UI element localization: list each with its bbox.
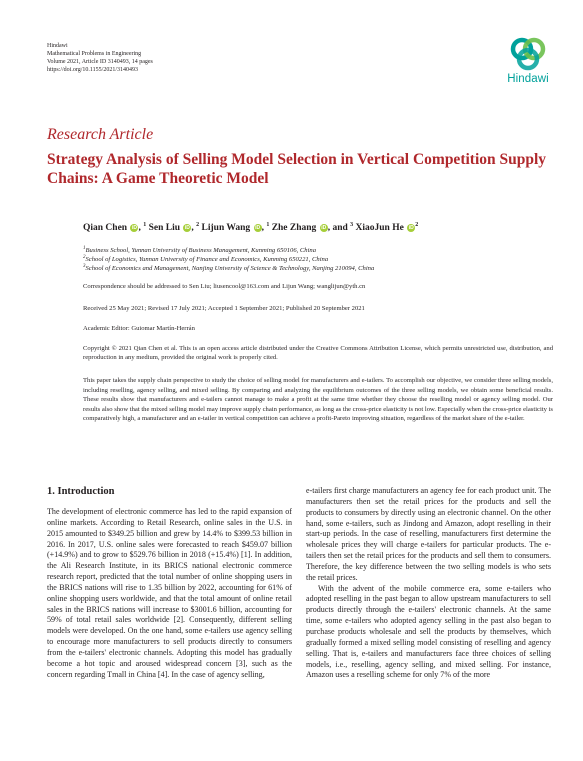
paper-title: Strategy Analysis of Selling Model Selection in Vertical Competition Supply Chains: A Game Theoretic Model bbox=[47, 151, 547, 187]
author-name[interactable]: XiaoJun He bbox=[355, 223, 404, 234]
author-affiliation-marker: 2 bbox=[196, 222, 200, 228]
orcid-icon[interactable]: iD bbox=[321, 225, 327, 232]
section-heading bbox=[47, 486, 115, 497]
academic-editor: Academic Editor: Guiomar Martín-Herrán bbox=[83, 325, 195, 332]
article-type: Research Article bbox=[47, 126, 154, 143]
affiliation bbox=[83, 262, 374, 273]
publisher-name: Hindawi bbox=[47, 43, 68, 49]
author-affiliation-marker: 2 bbox=[415, 222, 419, 228]
author-name[interactable]: Sen Liu bbox=[148, 223, 181, 234]
author-separator: , bbox=[191, 223, 197, 234]
right-column bbox=[306, 486, 551, 681]
correspondence: Correspondence should be addressed to Sen Liu; liusencool@163.com and Lijun Wang; wanglijun@yth.cn bbox=[83, 283, 366, 290]
author-separator: , bbox=[138, 223, 144, 234]
section-number: 1. bbox=[47, 486, 55, 497]
logo-wordmark: Hindawi bbox=[507, 73, 549, 85]
author-list bbox=[83, 222, 418, 233]
author-affiliation-marker: 1 bbox=[266, 222, 270, 228]
author-affiliation-marker: 1 bbox=[143, 222, 147, 228]
affiliation-text: School of Logistics, Yunnan University of Finance and Economics, Kunming 650221, China bbox=[85, 256, 329, 264]
journal-meta bbox=[47, 42, 153, 74]
orcid-icon[interactable]: iD bbox=[255, 225, 261, 232]
author-name[interactable]: Zhe Zhang bbox=[271, 223, 317, 234]
body-paragraph: The development of electronic commerce has led to the rapid expansion of online markets. According to Retail Research, online sales in the U.S. in 2015 amounted to $349.25 billion and grew by 14.4% to $399.53 billion in 2016. In 2017, U.S. online sales were forecasted to reach $459.07 billion (+14.9%) and to grow to $529.76 billion in 2018 (+15.4%) [1]. In addition, the Ali Research Institute, in its BRICS national electronic commerce research report, predicted that the total number of online shopping users in the BRICS nations will rise to 1.35 billion by 2022, accounting for 61% of online shopping users worldwide, and that the total amount of online retail sales in the BRICS nations will increase to $3001.6 billion, accounting for 59% of total retail sales worldwide [2]. Consequently, different selling models were developed. On the one hand, some e-tailers use agency selling to encourage more manufacturers to sell products directly to consumers from the e-tailers' electronic channels. Adopting this model has gradually become a hot topic and aroused widespread concern [3], such as the concern regarding Tmall in China [4]. In the case of agency selling, bbox=[47, 507, 292, 679]
section-title: Introduction bbox=[57, 486, 115, 497]
abstract: This paper takes the supply chain perspective to study the choice of selling model for manufacturers and e-tailers. To accomplish our objective, we consider three selling models, including reselling, agency selling, and mixed selling. By comparing and analyzing the equilibrium outcomes of the three selling models, we obtain some beneficial results. These results show that manufacturers and e-tailers cannot manage to make a profit at the same time whether they choose the reselling model or agency selling model. Our results also show that the mixed selling model may improve supply chain performance, as long as the cross-price elasticity is not low. Especially when the cross-price elasticity is comparatively high, a manufacturer and an e-tailer in vertical competition can achieve a profit-Pareto improving situation, regardless of the market share of the e-tailer. bbox=[83, 377, 553, 423]
hindawi-logo-icon bbox=[509, 36, 547, 72]
affiliation-number: 2 bbox=[83, 255, 86, 260]
journal-name: Mathematical Problems in Engineering bbox=[47, 51, 142, 57]
author-name[interactable]: Qian Chen bbox=[83, 223, 128, 234]
volume-info: Volume 2021, Article ID 3140493, 14 pages bbox=[47, 59, 153, 65]
copyright-notice: Copyright © 2021 Qian Chen et al. This is an open access article distributed under the Creative Commons Attribution License, which permits unrestricted use, distribution, and reproduction in any medium, provided the original work is properly cited. bbox=[83, 345, 553, 361]
author-name[interactable]: Lijun Wang bbox=[201, 223, 251, 234]
hindawi-logo bbox=[503, 36, 553, 88]
affiliation-number: 1 bbox=[83, 246, 86, 251]
affiliation-text: Business School, Yunnan University of Business Management, Kunming 650106, China bbox=[85, 247, 317, 255]
orcid-icon[interactable]: iD bbox=[131, 225, 137, 232]
affiliation-number: 3 bbox=[83, 264, 86, 269]
body-paragraph: With the advent of the mobile commerce era, some e-tailers who adopted reselling in the past began to allow upstream manufacturers to sell products directly through the e-tailers' electronic channels. At the same time, some e-tailers who adopted agency selling in the past also began to purchase products wholesale and sell the products by themselves, which gradually formed a mixed selling model consisting of reselling and agency selling. That is, e-tailers and manufacturers face three choices of selling models, i.e., reselling, agency selling, and mixed selling. For instance, Amazon uses a reselling scheme for only 7% of the more bbox=[306, 583, 551, 680]
body-paragraph: e-tailers first charge manufacturers an agency fee for each product unit. The manufacturers then set the retail prices for the products and sell the products to consumers by directly using an electronic channel. On the other hand, some e-tailers, such as Jindong and Amazon, adopt reselling in their start-up periods. In the case of reselling, manufacturers first determine the wholesale prices they will charge e-tailers for particular products. The e-tailers then set the retail prices for the products and sell them to consumers. Therefore, the key difference between the two selling models is who sets the retail prices. bbox=[306, 486, 551, 582]
left-column bbox=[47, 507, 292, 681]
author-separator: , bbox=[261, 223, 267, 234]
affiliation-text: School of Economics and Management, Nanjing University of Science & Technology, Nanjing 210094, China bbox=[85, 265, 375, 273]
orcid-icon[interactable]: iD bbox=[184, 225, 190, 232]
author-separator: , and bbox=[327, 223, 351, 234]
orcid-icon[interactable]: iD bbox=[408, 225, 414, 232]
doi-link[interactable]: https://doi.org/10.1155/2021/3140493 bbox=[47, 67, 139, 73]
publication-dates: Received 25 May 2021; Revised 17 July 2021; Accepted 1 September 2021; Published 20 September 2021 bbox=[83, 305, 365, 312]
author-affiliation-marker: 3 bbox=[350, 222, 354, 228]
